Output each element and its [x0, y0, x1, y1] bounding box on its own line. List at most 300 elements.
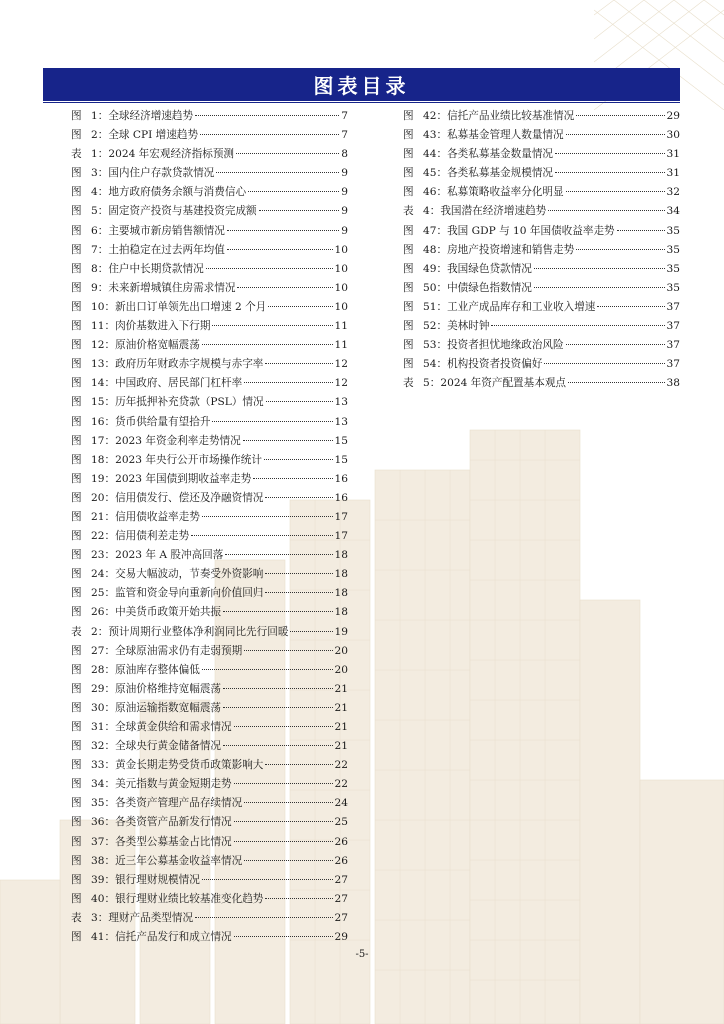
toc-entry[interactable]: [71, 470, 348, 489]
toc-entry[interactable]: [71, 718, 348, 737]
toc-entry-page: 10: [334, 243, 348, 256]
toc-entry-kind: 图: [71, 931, 82, 944]
toc-entry-kind: 图: [403, 167, 414, 180]
toc-entry-page: 30: [666, 129, 680, 142]
toc-entry-kind: 图: [403, 148, 414, 161]
toc-entry-page: 20: [334, 644, 348, 657]
toc-entry[interactable]: [71, 890, 348, 909]
toc-entry-kind: 图: [71, 549, 82, 562]
toc-entry-number: 43：: [423, 129, 448, 142]
toc-entry-page: 18: [334, 606, 348, 619]
toc-entry[interactable]: [71, 546, 348, 565]
toc-entry-number: 30：: [91, 701, 116, 714]
toc-entry-title: 2023 年资金利率走势情况: [115, 434, 241, 447]
toc-entry-number: 27：: [91, 644, 116, 657]
toc-entry-number: 41：: [91, 931, 116, 944]
toc-entry-page: 27: [334, 873, 348, 886]
toc-entry-title: 信用债收益率走势: [115, 510, 200, 523]
toc-dot-leader: [234, 821, 333, 822]
toc-dot-leader: [265, 497, 332, 498]
toc-entry-title: 固定资产投资与基建投资完成额: [108, 205, 257, 218]
toc-dot-leader: [223, 745, 333, 746]
toc-entry-title: 各类资管产品新发行情况: [115, 816, 232, 829]
toc-entry[interactable]: [71, 374, 348, 393]
toc-entry-page: 37: [666, 358, 680, 371]
toc-entry-kind: 图: [71, 892, 82, 905]
toc-entry-page: 11: [334, 339, 348, 352]
toc-entry-title: 信托产品业绩比较基准情况: [447, 110, 575, 122]
toc-dot-leader: [568, 382, 665, 383]
toc-entry[interactable]: [403, 260, 680, 279]
toc-entry-title: 美元指数与黄金短期走势: [115, 778, 232, 791]
toc-dot-leader: [223, 611, 333, 612]
toc-entry[interactable]: [71, 508, 348, 527]
toc-entry-number: 25：: [91, 587, 116, 600]
toc-dot-leader: [617, 230, 665, 231]
toc-dot-leader: [244, 860, 332, 861]
toc-entry-number: 5：: [91, 205, 109, 218]
toc-dot-leader: [566, 134, 665, 135]
toc-entry-number: 51：: [423, 300, 448, 313]
toc-entry-title: 各类私募基金规模情况: [447, 167, 554, 180]
toc-entry[interactable]: [71, 661, 348, 680]
toc-dot-leader: [555, 172, 665, 173]
toc-entry[interactable]: [71, 909, 348, 928]
toc-entry-title: 全球黄金供给和需求情况: [115, 721, 232, 733]
toc-entry[interactable]: [71, 451, 348, 470]
toc-entry[interactable]: [403, 298, 680, 317]
toc-entry[interactable]: [71, 107, 348, 126]
toc-entry-page: 21: [334, 682, 348, 695]
toc-entry[interactable]: [71, 756, 348, 775]
toc-entry-kind: 图: [71, 262, 82, 275]
toc-dot-leader: [236, 153, 339, 154]
toc-dot-leader: [534, 268, 665, 269]
header-divider: [43, 102, 680, 103]
toc-entry-page: 26: [334, 854, 348, 867]
toc-dot-leader: [244, 650, 332, 651]
toc-entry[interactable]: [403, 183, 680, 202]
toc-entry-title: 2024 年资产配置基本观点: [440, 377, 567, 390]
toc-entry-title: 政府历年财政赤字规模与赤字率: [115, 358, 264, 371]
toc-entry-title: 美林时钟: [447, 320, 490, 333]
toc-entry-title: 历年抵押补充贷款（PSL）情况: [115, 396, 264, 409]
toc-entry-page: 7: [341, 110, 348, 122]
toc-entry[interactable]: [71, 393, 348, 412]
toc-entry[interactable]: [71, 527, 348, 546]
toc-entry-kind: 图: [403, 320, 414, 333]
toc-dot-leader: [227, 230, 339, 231]
toc-entry-kind: 图: [403, 281, 414, 294]
toc-dot-leader: [234, 841, 333, 842]
toc-entry[interactable]: [71, 603, 348, 622]
toc-entry-title: 房地产投资增速和销售走势: [447, 243, 575, 256]
toc-entry-title: 2024 年宏观经济指标预测: [108, 148, 235, 161]
toc-entry-number: 36：: [91, 816, 116, 829]
toc-entry[interactable]: [71, 852, 348, 871]
toc-entry-page: 13: [334, 415, 348, 428]
toc-entry[interactable]: [71, 317, 348, 336]
toc-entry[interactable]: [403, 355, 680, 374]
toc-dot-leader: [266, 401, 333, 402]
toc-entry-kind: 图: [71, 721, 82, 733]
toc-entry-kind: 图: [71, 778, 82, 791]
toc-entry-page: 24: [334, 797, 348, 810]
page-number: -5-: [355, 949, 369, 960]
toc-entry-kind: 图: [71, 873, 82, 886]
toc-dot-leader: [191, 535, 332, 536]
toc-dot-leader: [195, 917, 332, 918]
toc-entry-page: 11: [334, 320, 348, 333]
toc-entry-page: 27: [334, 911, 348, 924]
toc-entry-kind: 图: [71, 205, 82, 218]
toc-entry-title: 信托产品发行和成立情况: [115, 931, 232, 944]
toc-entry-number: 31：: [91, 721, 116, 733]
toc-entry-kind: 图: [403, 186, 414, 199]
toc-dot-leader: [264, 459, 333, 460]
toc-dot-leader: [244, 382, 332, 383]
toc-entry-number: 17：: [91, 434, 116, 447]
toc-dot-leader: [248, 191, 339, 192]
toc-entry-page: 35: [666, 224, 680, 237]
toc-entry-number: 1：: [91, 148, 109, 161]
toc-entry[interactable]: [71, 775, 348, 794]
toc-entry-number: 50：: [423, 281, 448, 294]
toc-entry[interactable]: [71, 928, 348, 947]
toc-entry[interactable]: [403, 374, 680, 393]
toc-entry-kind: 图: [71, 110, 82, 122]
toc-entry[interactable]: [71, 164, 348, 183]
toc-entry-kind: 图: [71, 281, 82, 294]
toc-entry[interactable]: [71, 126, 348, 145]
toc-entry-title: 全球央行黄金储备情况: [115, 740, 222, 753]
toc-entry-page: 31: [666, 148, 680, 161]
toc-entry-title: 货币供给量有望拾升: [115, 415, 211, 428]
toc-entry-kind: 图: [71, 472, 82, 485]
toc-entry-title: 交易大幅波动，节奏受外资影响: [115, 568, 264, 581]
toc-entry-kind: 图: [403, 243, 414, 256]
toc-entry-kind: 图: [403, 224, 414, 237]
toc-entry[interactable]: [71, 260, 348, 279]
toc-entry-number: 32：: [91, 740, 116, 753]
toc-dot-leader: [555, 153, 665, 154]
toc-entry-number: 29：: [91, 682, 116, 695]
toc-dot-leader: [268, 306, 332, 307]
toc-entry-title: 银行理财业绩比较基准变化趋势: [115, 892, 264, 905]
toc-entry[interactable]: [403, 336, 680, 355]
toc-entry-number: 46：: [423, 186, 448, 199]
toc-entry-number: 11：: [91, 320, 116, 333]
toc-dot-leader: [265, 898, 332, 899]
toc-entry-number: 24：: [91, 568, 116, 581]
toc-dot-leader: [566, 344, 665, 345]
toc-entry-number: 6：: [91, 224, 109, 237]
toc-entry-kind: 图: [71, 434, 82, 447]
toc-entry-title: 肉价基数进入下行期: [115, 320, 211, 333]
toc-entry-page: 16: [334, 491, 348, 504]
toc-entry-number: 19：: [91, 472, 116, 485]
toc-entry[interactable]: [403, 279, 680, 298]
toc-entry-title: 机构投资者投资偏好: [447, 358, 543, 371]
toc-entry-title: 2023 年央行公开市场操作统计: [115, 453, 262, 466]
toc-dot-leader: [253, 478, 332, 479]
toc-dot-leader: [597, 306, 664, 307]
toc-entry-number: 3：: [91, 911, 109, 924]
toc-entry[interactable]: [71, 699, 348, 718]
toc-dot-leader: [265, 592, 332, 593]
toc-dot-leader: [259, 210, 340, 211]
toc-entry-page: 9: [341, 167, 348, 180]
toc-entry-kind: 图: [71, 415, 82, 428]
toc-dot-leader: [491, 325, 664, 326]
toc-entry-kind: 表: [71, 625, 82, 638]
toc-entry-kind: 图: [71, 129, 82, 142]
toc-dot-leader: [534, 287, 665, 288]
toc-entry-number: 37：: [91, 835, 116, 848]
toc-entry-number: 4：: [91, 186, 109, 199]
toc-dot-leader: [195, 115, 339, 116]
toc-entry-kind: 图: [403, 110, 414, 122]
toc-entry-kind: 图: [71, 167, 82, 180]
toc-entry[interactable]: [71, 489, 348, 508]
toc-entry-kind: 图: [71, 759, 82, 772]
toc-entry[interactable]: [71, 871, 348, 890]
toc-entry-title: 我国绿色贷款情况: [447, 262, 532, 275]
toc-entry[interactable]: [71, 279, 348, 298]
toc-entry-title: 全球 CPI 增速趋势: [108, 129, 199, 142]
toc-entry-page: 37: [666, 300, 680, 313]
toc-entry-number: 44：: [423, 148, 448, 161]
toc-entry-page: 37: [666, 320, 680, 333]
toc-entry-kind: 图: [71, 682, 82, 695]
toc-dot-leader: [566, 191, 665, 192]
toc-entry-number: 49：: [423, 262, 448, 275]
toc-entry-title: 2023 年国债到期收益率走势: [115, 472, 252, 485]
toc-entry-kind: 表: [403, 205, 414, 218]
toc-entry-title: 全球原油需求仍有走弱预期: [115, 644, 243, 657]
toc-entry[interactable]: [71, 642, 348, 661]
toc-entry-page: 13: [334, 396, 348, 409]
toc-entry-title: 原油库存整体偏低: [115, 663, 200, 676]
toc-entry[interactable]: [71, 794, 348, 813]
toc-entry-page: 37: [666, 339, 680, 352]
toc-entry[interactable]: [403, 317, 680, 336]
toc-entry-page: 27: [334, 892, 348, 905]
toc-entry-kind: 图: [71, 587, 82, 600]
toc-entry-title: 信用债发行、偿还及净融资情况: [115, 491, 264, 504]
toc-entry-kind: 图: [71, 186, 82, 199]
toc-dot-leader: [234, 783, 333, 784]
toc-entry-page: 17: [334, 510, 348, 523]
toc-entry-kind: 图: [71, 606, 82, 619]
toc-entry-number: 34：: [91, 778, 116, 791]
toc-entry[interactable]: [71, 298, 348, 317]
toc-entry-title: 住户中长期贷款情况: [108, 262, 204, 275]
toc-entry-kind: 图: [71, 396, 82, 409]
toc-dot-leader: [265, 764, 332, 765]
toc-entry[interactable]: [71, 813, 348, 832]
toc-entry-number: 16：: [91, 415, 116, 428]
toc-entry-number: 5：: [423, 377, 441, 390]
toc-entry-title: 未来新增城镇住房需求情况: [108, 281, 236, 294]
toc-entry-page: 10: [334, 262, 348, 275]
toc-entry[interactable]: [71, 737, 348, 756]
toc-entry-page: 7: [341, 129, 348, 142]
toc-dot-leader: [202, 516, 333, 517]
toc-entry[interactable]: [71, 202, 348, 221]
toc-entry-title: 原油运输指数宽幅震荡: [115, 701, 222, 714]
toc-entry[interactable]: [71, 355, 348, 374]
toc-entry-kind: 图: [71, 568, 82, 581]
toc-entry-number: 22：: [91, 530, 116, 543]
toc-entry[interactable]: [403, 145, 680, 164]
toc-entry-kind: 图: [71, 339, 82, 352]
toc-entry-kind: 图: [71, 224, 82, 237]
toc-entry-number: 18：: [91, 453, 116, 466]
toc-entry-page: 22: [334, 759, 348, 772]
toc-entry-number: 52：: [423, 320, 448, 333]
toc-entry-page: 18: [334, 549, 348, 562]
toc-dot-leader: [200, 134, 339, 135]
toc-entry-kind: 表: [71, 911, 82, 924]
toc-dot-leader: [544, 363, 664, 364]
toc-entry[interactable]: [403, 107, 680, 126]
toc-entry-page: 18: [334, 587, 348, 600]
toc-entry[interactable]: [71, 413, 348, 432]
toc-entry-title: 私募策略收益率分化明显: [447, 186, 564, 199]
toc-entry-page: 18: [334, 568, 348, 581]
toc-entry-number: 10：: [91, 300, 116, 313]
toc-dot-leader: [234, 726, 333, 727]
toc-entry[interactable]: [71, 222, 348, 241]
toc-entry-number: 2：: [91, 625, 109, 638]
toc-entry-page: 15: [334, 434, 348, 447]
toc-entry-page: 17: [334, 530, 348, 543]
toc-entry[interactable]: [71, 584, 348, 603]
toc-entry-number: 33：: [91, 759, 116, 772]
toc-entry-page: 21: [334, 701, 348, 714]
toc-entry-title: 各类型公募基金占比情况: [115, 835, 232, 848]
toc-entry-page: 22: [334, 778, 348, 791]
toc-entry[interactable]: [71, 623, 348, 642]
toc-left-column: [71, 107, 348, 947]
toc-entry-title: 预计周期行业整体净利润同比先行回暖: [108, 625, 289, 638]
toc-entry-kind: 图: [71, 453, 82, 466]
toc-right-column: [403, 107, 680, 393]
toc-entry-title: 黄金长期走势受货币政策影响大: [115, 759, 264, 772]
toc-entry-title: 主要城市新房销售额情况: [108, 224, 225, 237]
toc-entry-number: 53：: [423, 339, 448, 352]
toc-entry[interactable]: [403, 164, 680, 183]
toc-entry-page: 21: [334, 740, 348, 753]
toc-entry-title: 新出口订单领先出口增速 2 个月: [115, 300, 267, 313]
toc-entry-page: 29: [666, 110, 680, 122]
toc-entry[interactable]: [403, 126, 680, 145]
toc-dot-leader: [576, 249, 664, 250]
toc-entry-title: 各类资产管理产品存续情况: [115, 797, 243, 810]
toc-entry[interactable]: [71, 336, 348, 355]
toc-entry-kind: 图: [71, 816, 82, 829]
toc-entry[interactable]: [71, 833, 348, 852]
toc-entry-number: 39：: [91, 873, 116, 886]
toc-entry-kind: 图: [71, 854, 82, 867]
toc-dot-leader: [265, 363, 332, 364]
toc-dot-leader: [206, 268, 333, 269]
toc-entry-title: 投资者担忧地缘政治风险: [447, 339, 564, 352]
toc-entry-kind: 图: [403, 358, 414, 371]
toc-entry-page: 9: [341, 186, 348, 199]
toc-entry-page: 19: [334, 625, 348, 638]
toc-entry-title: 银行理财规模情况: [115, 873, 200, 886]
toc-entry[interactable]: [71, 680, 348, 699]
toc-entry-kind: 表: [71, 148, 82, 161]
toc-entry-number: 12：: [91, 339, 116, 352]
toc-entry-kind: 图: [71, 701, 82, 714]
toc-entry-page: 16: [334, 472, 348, 485]
toc-entry-page: 10: [334, 300, 348, 313]
toc-entry-page: 8: [341, 148, 348, 161]
toc-entry-page: 10: [334, 281, 348, 294]
toc-dot-leader: [576, 115, 664, 116]
toc-dot-leader: [237, 287, 332, 288]
toc-entry-title: 土拍稳定在过去两年均值: [108, 243, 225, 256]
toc-dot-leader: [234, 936, 333, 937]
toc-entry-number: 2：: [91, 129, 109, 142]
toc-entry-page: 35: [666, 243, 680, 256]
toc-entry-page: 9: [341, 224, 348, 237]
toc-dot-leader: [212, 421, 332, 422]
toc-entry-page: 15: [334, 453, 348, 466]
toc-entry-kind: 表: [403, 377, 414, 390]
toc-entry-title: 2023 年 A 股冲高回落: [115, 549, 224, 562]
toc-entry-number: 4：: [423, 205, 441, 218]
toc-dot-leader: [290, 631, 332, 632]
toc-entry-number: 42：: [423, 110, 448, 122]
toc-entry[interactable]: [71, 145, 348, 164]
toc-dot-leader: [548, 210, 664, 211]
toc-entry-title: 中美货币政策开始共振: [115, 606, 222, 619]
toc-entry-title: 各类私募基金数量情况: [447, 148, 554, 161]
toc-entry-number: 38：: [91, 854, 116, 867]
toc-entry[interactable]: [71, 183, 348, 202]
toc-entry-number: 21：: [91, 510, 116, 523]
toc-entry[interactable]: [403, 202, 680, 221]
toc-entry-number: 23：: [91, 549, 116, 562]
toc-entry[interactable]: [71, 432, 348, 451]
toc-entry-number: 15：: [91, 396, 116, 409]
toc-entry-title: 监管和资金导向重新向价值回归: [115, 587, 264, 600]
toc-entry[interactable]: [71, 565, 348, 584]
toc-entry-title: 地方政府债务余额与消费信心: [108, 186, 247, 199]
toc-entry[interactable]: [403, 241, 680, 260]
toc-entry-number: 35：: [91, 797, 116, 810]
toc-entry-title: 我国潜在经济增速趋势: [440, 205, 547, 218]
toc-entry[interactable]: [403, 222, 680, 241]
toc-entry-number: 20：: [91, 491, 116, 504]
toc-entry-kind: 图: [403, 300, 414, 313]
toc-entry[interactable]: [71, 241, 348, 260]
toc-entry-number: 40：: [91, 892, 116, 905]
toc-entry-kind: 图: [403, 262, 414, 275]
toc-entry-title: 中国政府、居民部门杠杆率: [115, 377, 243, 390]
toc-entry-number: 47：: [423, 224, 448, 237]
toc-entry-kind: 图: [71, 663, 82, 676]
toc-dot-leader: [212, 325, 332, 326]
toc-entry-number: 26：: [91, 606, 116, 619]
toc-entry-kind: 图: [403, 339, 414, 352]
toc-entry-number: 28：: [91, 663, 116, 676]
toc-entry-number: 3：: [91, 167, 109, 180]
